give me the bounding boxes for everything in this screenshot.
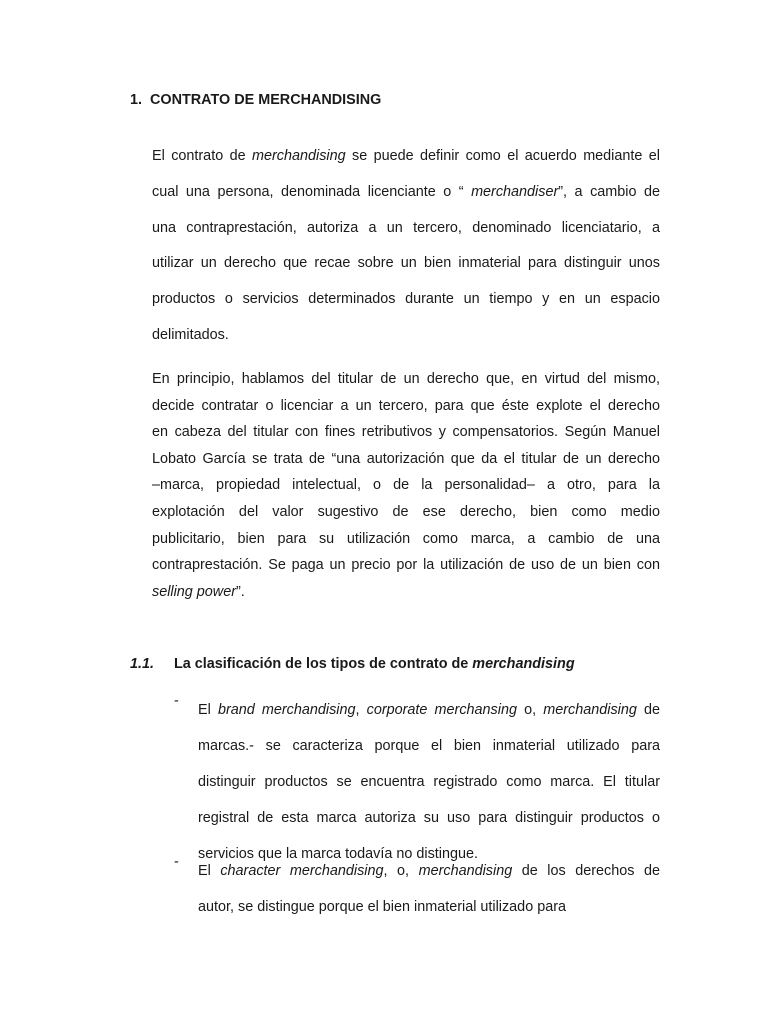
bullet-dash: - xyxy=(174,854,179,870)
italic-term: merchandising xyxy=(418,863,513,879)
text-line: autor, se distingue porque el bien inmaterial utilizado para xyxy=(198,899,566,915)
bullet-item-character xyxy=(198,853,660,925)
text-line: marcas.- se caracteriza porque el bien inmaterial utilizado para xyxy=(198,738,660,754)
subsection-title-italic: merchandising xyxy=(472,656,575,672)
text-line: decide contratar o licenciar a un tercero, para que éste explote el derecho xyxy=(152,397,660,414)
italic-term: corporate merchansing xyxy=(366,702,517,718)
bullet-dash: - xyxy=(174,693,179,709)
text-line: cual una persona, denominada licenciante o “ merchandiser”, a cambio de xyxy=(152,183,661,200)
text-line: selling power”. xyxy=(152,583,245,600)
text-line: registral de esta marca autoriza su uso para distinguir productos o xyxy=(198,810,660,826)
italic-term: brand merchandising xyxy=(217,702,356,718)
text-line: El brand merchandising, corporate merchansing o, merchandising de xyxy=(198,702,660,718)
bullet-item-brand xyxy=(198,692,660,872)
text-line: El character merchandising, o, merchandising de los derechos de xyxy=(198,863,661,879)
text-line: El contrato de merchandising se puede definir como el acuerdo mediante el xyxy=(152,148,660,164)
italic-term: merchandising xyxy=(543,702,637,718)
text-line: productos o servicios determinados durante un tiempo y en un espacio xyxy=(152,291,660,308)
text-line: en cabeza del titular con fines retributivos y compensatorios. Según Manuel xyxy=(152,424,660,441)
text-line: –marca, propiedad intelectual, o de la personalidad– a otro, para la xyxy=(152,477,660,494)
section-heading xyxy=(130,92,381,108)
section-number: 1. xyxy=(130,92,143,108)
text-line: distinguir productos se encuentra registrado como marca. El titular xyxy=(198,774,660,790)
text-line: contraprestación. Se paga un precio por la utilización de uso de un bien con xyxy=(152,557,660,574)
text-line: servicios que la marca todavía no distingue. xyxy=(198,846,478,862)
italic-term: character merchandising xyxy=(220,863,384,879)
text-line: una contraprestación, autoriza a un tercero, denominado licenciatario, a xyxy=(152,219,660,236)
text-line: utilizar un derecho que recae sobre un bien inmaterial para distinguir unos xyxy=(152,255,660,272)
subsection-title-prefix: La clasificación de los tipos de contrato de xyxy=(174,656,473,672)
paragraph-principle xyxy=(152,366,660,605)
text-line: delimitados. xyxy=(152,326,229,343)
section-title: CONTRATO DE MERCHANDISING xyxy=(150,92,382,108)
text-line: publicitario, bien para su utilización como marca, a cambio de una xyxy=(152,530,660,547)
text-line: Lobato García se trata de “una autorización que da el titular de un derecho xyxy=(152,450,660,467)
italic-term: merchandising xyxy=(252,148,346,164)
italic-term: merchandiser xyxy=(471,183,559,200)
text-line: En principio, hablamos del titular de un derecho que, en virtud del mismo, xyxy=(152,371,660,387)
paragraph-definition xyxy=(152,139,660,354)
subsection-heading xyxy=(130,656,575,672)
italic-term: selling power xyxy=(152,583,236,600)
text-line: explotación del valor sugestivo de ese derecho, bien como medio xyxy=(152,503,660,520)
subsection-number: 1.1. xyxy=(130,656,155,672)
